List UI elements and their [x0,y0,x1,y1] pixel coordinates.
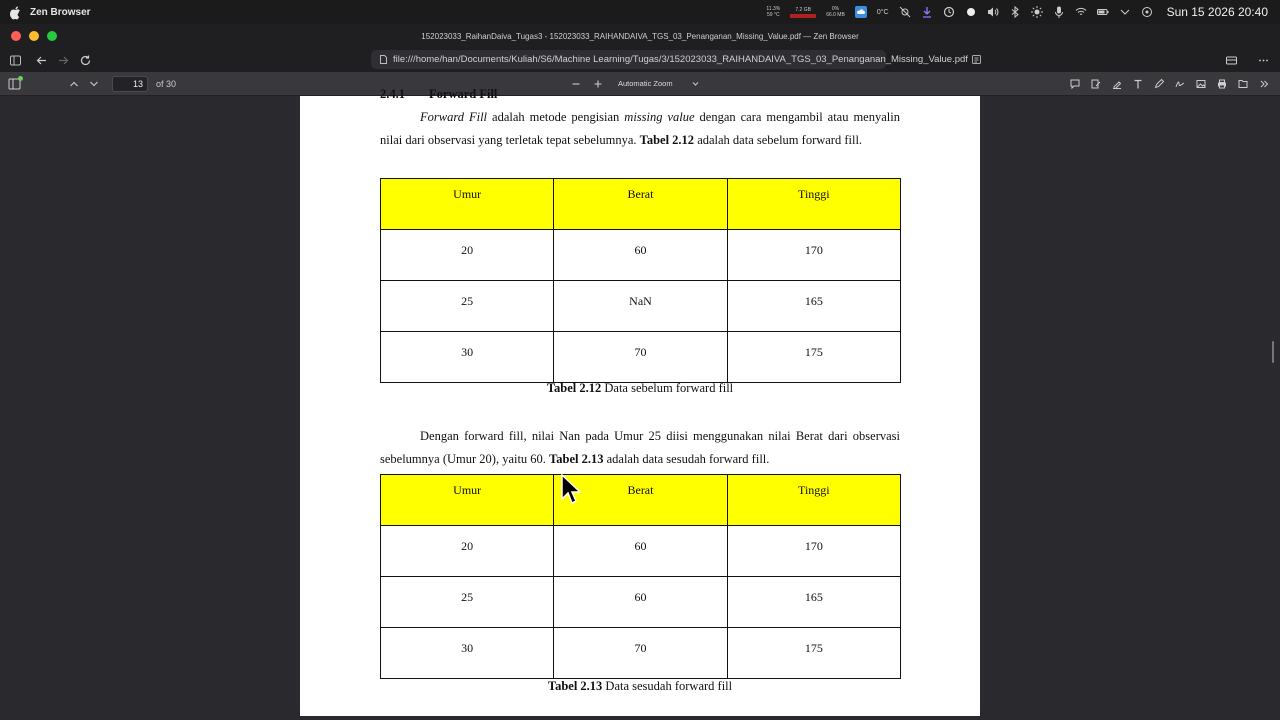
term-forward-fill: Forward Fill [420,110,488,124]
app-name[interactable]: Zen Browser [30,6,91,18]
table-cell: 30 [381,332,554,383]
section-title: Forward Fill [429,87,498,101]
table-cell: 175 [727,628,900,679]
volume-icon[interactable] [987,6,999,18]
caption-text: Data sesudah forward fill [602,679,733,693]
draw-icon[interactable] [1151,76,1167,92]
paragraph-explanation [380,425,900,471]
table-caption [380,381,900,396]
network-rate: 66.0 MB [826,12,845,18]
table-after-forward-fill [380,474,901,679]
section-number: 2.4.1 [380,87,405,101]
forward-arrow-icon[interactable] [54,51,72,69]
next-page-icon[interactable] [86,76,102,92]
zoom-controls [568,76,704,92]
zoom-in-icon[interactable] [590,76,606,92]
section-heading [380,87,521,102]
caption-ref: Tabel 2.12 [546,381,602,395]
zoom-label: Automatic Zoom [618,79,673,88]
table-cell: 20 [381,230,554,281]
cloud-app-icon[interactable] [855,6,867,18]
weather-temp[interactable]: 0°C [876,8,889,16]
memory-stat[interactable] [790,7,816,18]
table-before-forward-fill [380,178,901,383]
reload-icon[interactable] [76,51,94,69]
title-bar [0,24,1280,48]
more-options-icon[interactable] [1254,51,1272,69]
memory-usage: 7.2 GB [795,6,811,13]
nav-right-controls [1218,51,1272,69]
table-cell: 60 [554,230,727,281]
table-cell: 70 [554,332,727,383]
caption-text: Data sebelum forward fill [601,381,734,395]
navigation-bar [0,48,1280,72]
table-header-row [381,475,901,526]
table-cell: 165 [727,577,900,628]
previous-page-icon[interactable] [66,76,82,92]
memory-bar [790,14,816,18]
table-cell: 25 [381,281,554,332]
no-brightness-icon[interactable] [899,6,911,18]
save-icon[interactable] [1235,76,1251,92]
pdf-viewer[interactable] [0,87,1280,720]
system-tray [766,5,1280,19]
sync-icon[interactable] [943,6,955,18]
table-row [381,332,901,383]
table-cell: 60 [554,526,727,577]
window-title: 152023033_RaihanDaiva_Tugas3 - 152023033_RAIHANDAIVA_TGS_03_Penanganan_Missing_Value.pdf — Zen Browser [421,31,859,41]
bluetooth-icon[interactable] [1009,6,1021,18]
settings-icon[interactable] [1141,6,1153,18]
table-row [381,526,901,577]
url-bar[interactable] [371,50,968,69]
minimize-window-button[interactable] [29,31,39,41]
table-header-row [381,179,901,230]
notification-dot [18,76,23,81]
para2-text-b: adalah data sesudah forward fill. [603,452,770,466]
file-icon [379,55,388,64]
add-image-icon[interactable] [1193,76,1209,92]
more-tools-icon[interactable] [1256,76,1272,92]
mouse-pointer-icon [561,474,581,506]
table-row [381,281,901,332]
toggle-sidebar-icon[interactable] [8,77,22,91]
para1-text-b: dengan cara mengambil atau menyalin nilai dari observasi yang terletak tepat sebelumnya. [380,110,900,147]
highlight-icon[interactable] [1109,76,1125,92]
scrollbar-thumb[interactable] [1272,341,1274,363]
table-ref: Tabel 2.13 [549,452,604,466]
network-pct: 0% [831,6,840,12]
table-cell: 30 [381,628,554,679]
download-icon[interactable] [921,6,933,18]
cpu-stat[interactable] [766,6,780,18]
maximize-window-button[interactable] [47,31,57,41]
table-cell: 170 [727,230,900,281]
para1-text-c: adalah data sebelum forward fill. [694,133,863,147]
battery-icon[interactable] [1097,6,1109,18]
page-count: of 30 [156,78,177,89]
clock[interactable]: Sun 15 2026 20:40 [1166,5,1268,19]
signature-icon[interactable] [1172,76,1188,92]
text-edit-icon[interactable] [1088,76,1104,92]
chevron-down-icon [692,80,699,87]
header-umur: Umur [381,475,554,526]
table-cell-missing: NaN [554,281,727,332]
brightness-icon[interactable] [1031,6,1043,18]
zoom-select[interactable] [612,76,704,91]
cpu-temp: 59 °C [767,12,780,18]
table-cell: 175 [727,332,900,383]
table-caption [380,679,900,694]
system-menu-bar [0,0,1280,24]
extensions-icon[interactable] [1222,51,1240,69]
header-tinggi: Tinggi [727,179,900,230]
header-berat: Berat [554,179,727,230]
print-icon[interactable] [1214,76,1230,92]
table-cell: 170 [727,526,900,577]
reader-view-icon[interactable] [972,55,981,64]
caption-ref: Tabel 2.13 [547,679,603,693]
zoom-out-icon[interactable] [568,76,584,92]
table-row [381,577,901,628]
table-cell: 70 [554,628,727,679]
header-berat: Berat [554,475,727,526]
sidebar-panel-icon[interactable] [6,51,24,69]
table-cell: 25 [381,577,554,628]
back-arrow-icon[interactable] [32,51,50,69]
table-cell: 20 [381,526,554,577]
header-umur: Umur [381,179,554,230]
page-navigation [66,76,176,92]
close-window-button[interactable] [11,31,21,41]
pdf-toolbar [0,72,1280,96]
table-row [381,230,901,281]
table-cell: 165 [727,281,900,332]
table-cell-filled: 60 [554,577,727,628]
comment-icon[interactable] [1067,76,1083,92]
microphone-icon[interactable] [1053,6,1065,18]
add-text-icon[interactable] [1130,76,1146,92]
table-row [381,628,901,679]
header-tinggi: Tinggi [727,475,900,526]
pdf-page [300,87,980,716]
network-stat[interactable] [826,6,845,18]
page-number-input[interactable] [112,76,148,92]
para1-text-a: adalah metode pengisian [487,110,625,124]
record-icon[interactable] [965,6,977,18]
apple-icon[interactable] [8,5,22,19]
chevron-down-icon[interactable] [1119,6,1131,18]
url-text[interactable]: file:///home/han/Documents/Kuliah/S6/Machine Learning/Tugas/3/152023033_RAIHANDAIVA_TGS_03_Penanganan_Missing_Value.pdf [393,54,968,65]
cpu-usage: 11.3% [766,6,781,12]
paragraph-intro [380,106,900,152]
wifi-icon[interactable] [1075,6,1087,18]
pdf-tool-group [1067,76,1272,92]
para2-text-a: Dengan forward fill, nilai Nan pada Umur 25 diisi menggunakan nilai Berat dari observasi sebelumnya (Umur 20), yaitu 60. [380,429,900,466]
browser-window [0,24,1280,720]
table-ref: Tabel 2.12 [639,133,695,147]
term-missing-value: missing value [624,110,695,124]
